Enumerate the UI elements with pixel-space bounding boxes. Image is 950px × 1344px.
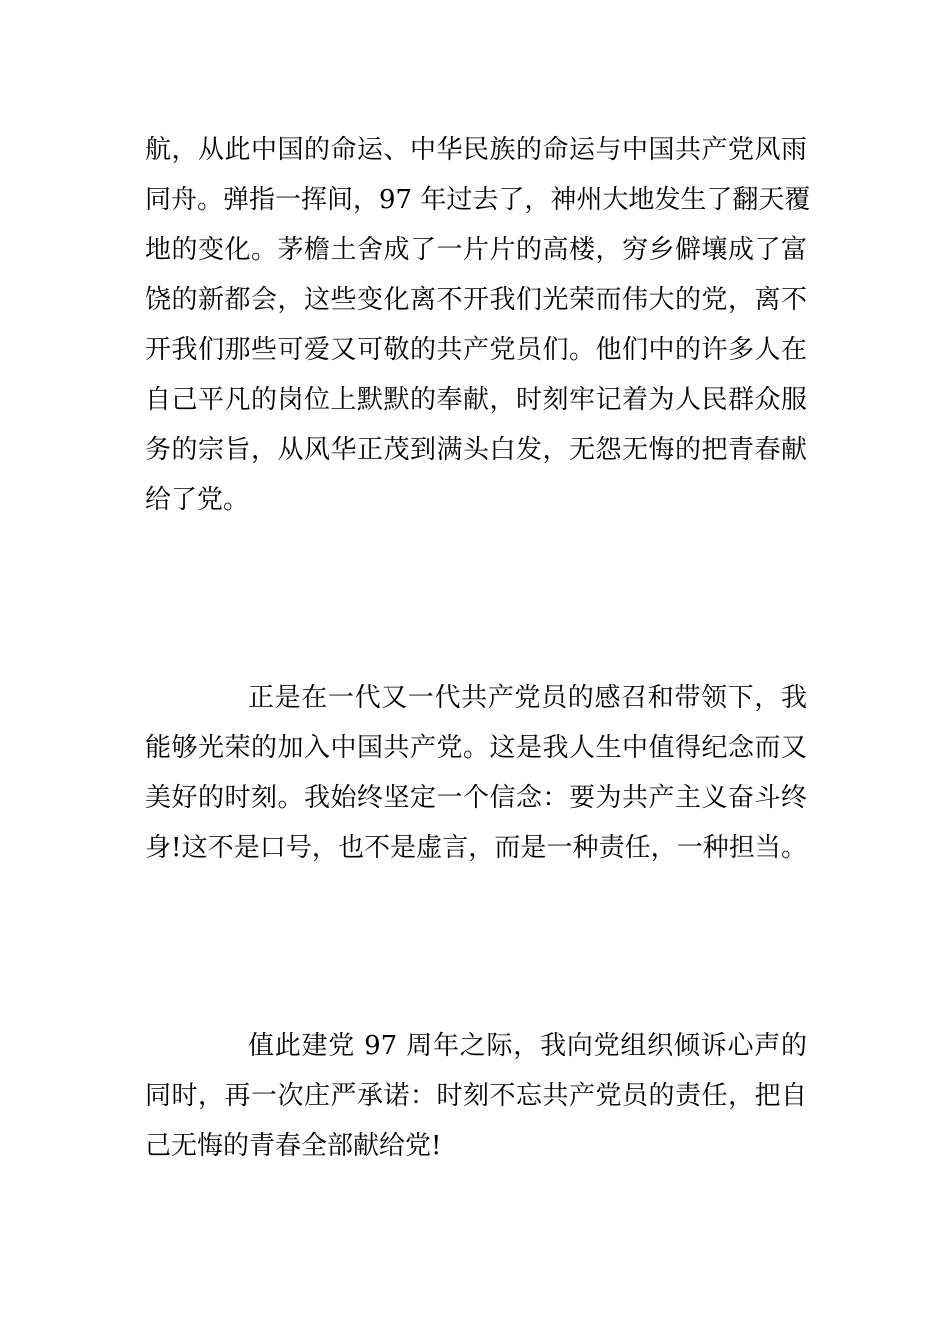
- text-line: 地的变化。茅檐土舍成了一片片的高楼，穷乡僻壤成了富: [145, 235, 807, 265]
- text-line: 同时，再一次庄严承诺：时刻不忘共产党员的责任，把自: [145, 1081, 807, 1111]
- text-line: 饶的新都会，这些变化离不开我们光荣而伟大的党，离不: [145, 285, 807, 315]
- text-line: 己无悔的青春全部献给党!: [145, 1131, 442, 1161]
- text-line: 值此建党 97 周年之际，我向党组织倾诉心声的: [248, 1031, 807, 1061]
- text-line: 给了党。: [145, 485, 250, 515]
- text-line: 身!这不是口号，也不是虚言，而是一种责任，一种担当。: [145, 833, 807, 863]
- text-line: 能够光荣的加入中国共产党。这是我人生中值得纪念而又: [145, 733, 807, 763]
- text-line: 航，从此中国的命运、中华民族的命运与中国共产党风雨: [145, 135, 807, 165]
- text-line: 同舟。弹指一挥间，97 年过去了，神州大地发生了翻天覆: [145, 185, 811, 215]
- text-line: 自己平凡的岗位上默默的奉献，时刻牢记着为人民群众服: [145, 385, 807, 415]
- text-line: 正是在一代又一代共产党员的感召和带领下，我: [248, 683, 807, 713]
- text-line: 开我们那些可爱又可敬的共产党员们。他们中的许多人在: [145, 335, 807, 365]
- text-line: 务的宗旨，从风华正茂到满头白发，无怨无悔的把青春献: [145, 435, 807, 465]
- text-line: 美好的时刻。我始终坚定一个信念：要为共产主义奋斗终: [145, 783, 807, 813]
